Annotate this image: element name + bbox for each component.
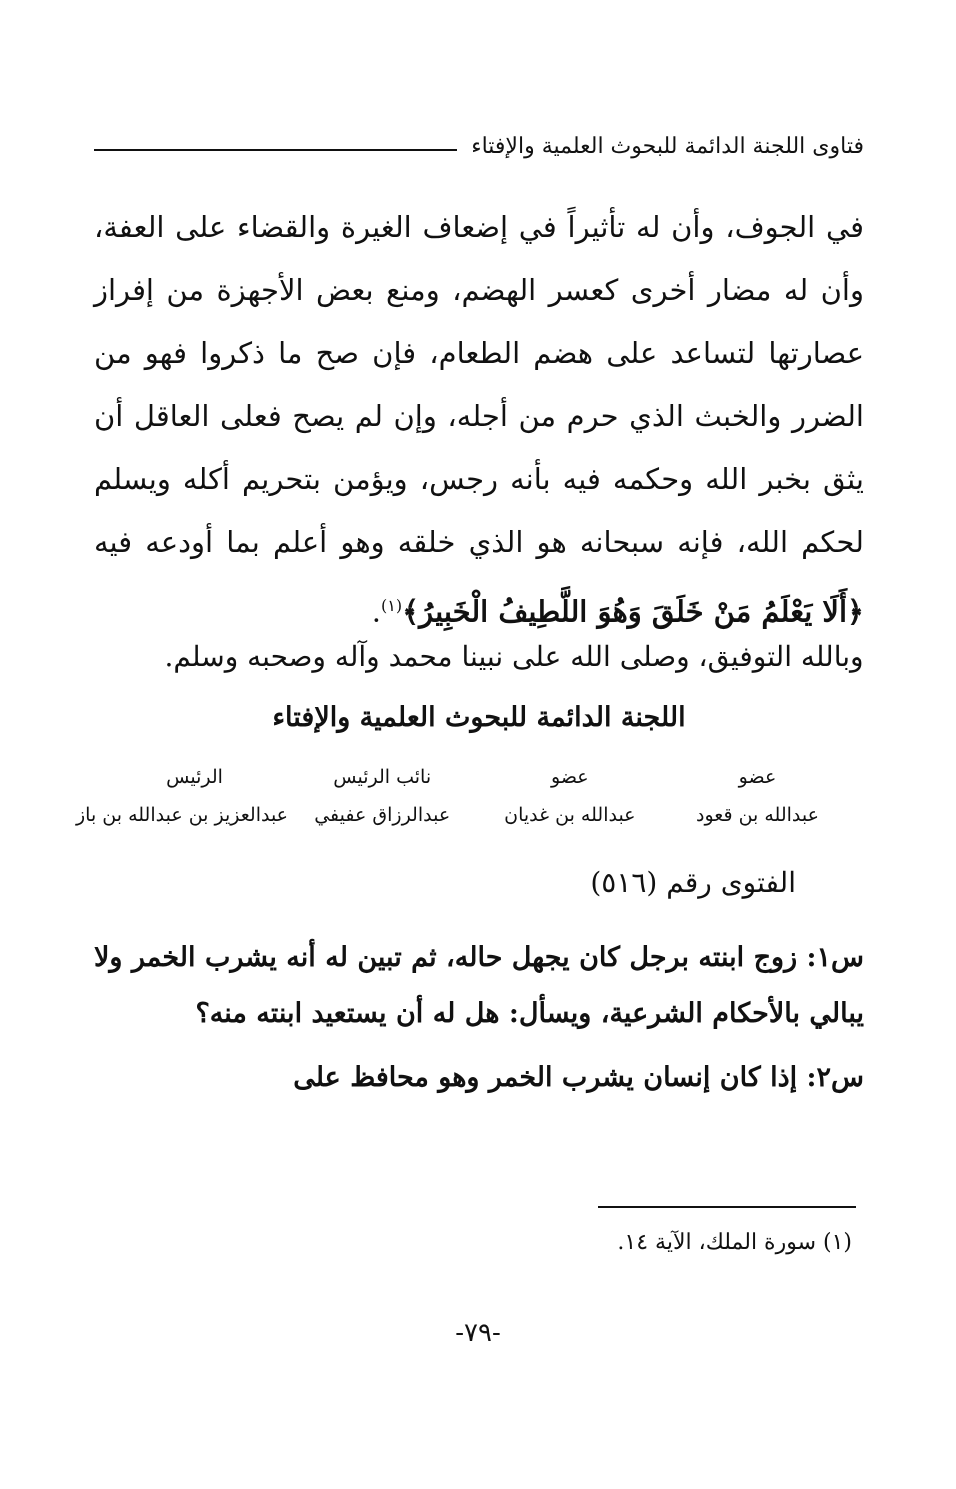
signatory-role: عضو <box>738 766 777 788</box>
footnote-reference: (١) <box>381 596 403 615</box>
verse-end-mark: . <box>371 594 382 629</box>
signatory-member-2 <box>476 758 663 834</box>
question-1: س١: زوج ابنته برجل كان يجهل حاله، ثم تبين له أنه يشرب الخمر ولا يبالي بالأحكام الشرعية، ويسأل: هل له أن يستعيد ابنته منه؟ <box>94 942 864 1029</box>
header-title: فتاوى اللجنة الدائمة للبحوث العلمية والإفتاء <box>471 134 864 159</box>
signatory-president <box>75 758 289 834</box>
signatory-vice-president <box>289 758 476 834</box>
committee-name: اللجنة الدائمة للبحوث العلمية والإفتاء <box>272 702 686 733</box>
closing-formula: وبالله التوفيق، وصلى الله على نبينا محمد وآله وصحبه وسلم. <box>164 640 864 673</box>
paragraph-text: في الجوف، وأن له تأثيراً في إضعاف الغيرة والقضاء على العفة، وأن له مضار أخرى كعسر الهضم، ومنع بعض الأجهزة من إفراز عصارتها لتساعد على هضم الطعام، فإن صح ما ذكروا فهو من الضرر والخبث الذي حرم من أجله، وإن لم يصح فعلى العاقل أن يثق بخبر الله وحكمه فيه بأنه رجس، ويؤمن بتحريم أكله ويسلم لحكم الله، فإنه سبحانه هو الذي خلقه وهو أعلم بما أودعه فيه <box>94 210 864 559</box>
running-header <box>94 134 864 159</box>
footnote-separator <box>598 1206 856 1208</box>
signatory-name: عبدالله بن غديان <box>504 804 636 826</box>
signatory-name: عبدالرزاق عفيفي <box>314 804 451 826</box>
fatwa-number: الفتوى رقم (٥١٦) <box>590 866 796 899</box>
page-number: -٧٩- <box>455 1318 501 1348</box>
quran-verse: ﴿أَلَا يَعْلَمُ مَنْ خَلَقَ وَهُوَ اللَّطِيفُ الْخَبِيرُ﴾ <box>402 594 864 629</box>
main-paragraph <box>94 196 864 644</box>
footnote: (١) سورة الملك، الآية ١٤. <box>617 1230 852 1255</box>
signatory-name: عبدالله بن قعود <box>696 804 819 826</box>
signatory-name: عبدالعزيز بن عبدالله بن باز <box>75 804 289 826</box>
signatory-member-1 <box>664 758 851 834</box>
question-2: س٢: إذا كان إنسان يشرب الخمر وهو محافظ على <box>293 1062 864 1093</box>
questions-block <box>94 930 864 1114</box>
signatories-block <box>75 758 851 834</box>
header-rule <box>94 149 457 151</box>
signatory-role: الرئيس <box>166 766 223 788</box>
signatory-role: عضو <box>551 766 589 788</box>
signatory-role: نائب الرئيس <box>333 766 432 788</box>
